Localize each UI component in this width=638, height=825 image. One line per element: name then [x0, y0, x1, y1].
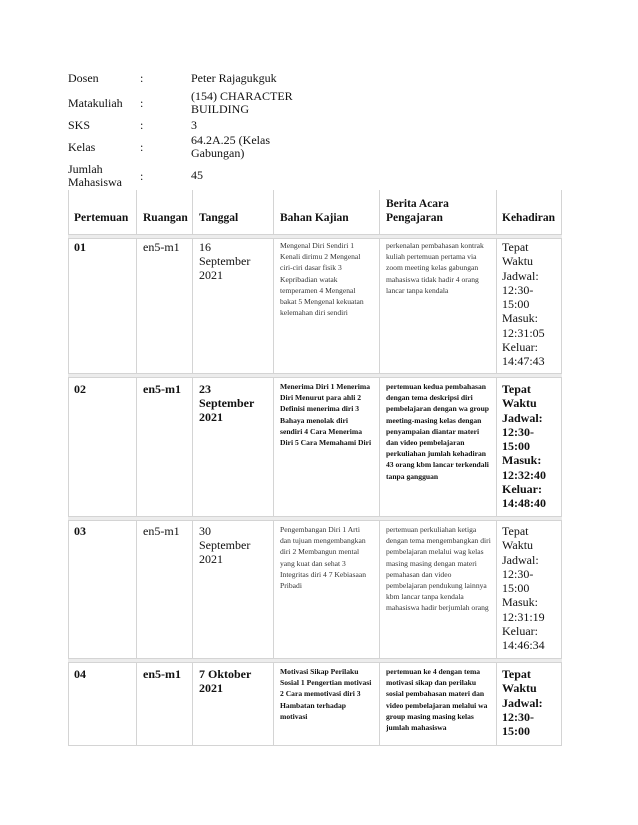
attendance-table [68, 190, 562, 746]
row3-bahan-kajian: Pengembangan Diri 1 Arti dan tujuan mengembangkan diri 2 Membangun mental yang kuat dan sehat 3 Integritas diri 4 7 Kebiasaan Pribadi [280, 525, 367, 591]
row1-bahan-kajian: Mengenal Diri Sendiri 1 Kenali dirimu 2 Mengenal ciri-ciri dasar fisik 3 Kepribadian watak temperamen 4 Mengenal bakat 5 Mengenal kekuatan kelemahan diri sendiri [280, 241, 364, 318]
sks-colon: : [140, 118, 144, 132]
row3-ruangan: en5-m1 [143, 524, 180, 538]
matakuliah-label: Matakuliah [68, 96, 123, 110]
kelas-value: 64.2A.25 (Kelas Gabungan) [191, 133, 270, 160]
row4-tanggal: 7 Oktober 2021 [199, 667, 252, 695]
row1-kehadiran: Tepat Waktu Jadwal: 12:30-15:00 Masuk: 12:31:05 Keluar: 14:47:43 [502, 240, 545, 369]
row4-ruangan: en5-m1 [143, 667, 181, 681]
dosen-label: Dosen [68, 71, 99, 85]
jumlah-colon: : [140, 169, 144, 183]
row1-pertemuan: 01 [74, 240, 86, 254]
row2-ruangan: en5-m1 [143, 382, 181, 396]
matakuliah-colon: : [140, 96, 144, 110]
header-tanggal: Tanggal [199, 212, 239, 224]
header-berita-acara: Berita Acara Pengajaran [386, 198, 449, 224]
header-bahan-kajian: Bahan Kajian [280, 212, 349, 224]
sks-label: SKS [68, 118, 91, 132]
kelas-label: Kelas [68, 140, 96, 154]
kelas-colon: : [140, 140, 144, 154]
row3-kehadiran: Tepat Waktu Jadwal: 12:30-15:00 Masuk: 12:31:19 Keluar: 14:46:34 [502, 524, 545, 653]
sks-value: 3 [191, 118, 197, 132]
row2-kehadiran: Tepat Waktu Jadwal: 12:30-15:00 Masuk: 12:32:40 Keluar: 14:48:40 [502, 382, 546, 511]
dosen-value: Peter Rajagukguk [191, 71, 277, 85]
row4-berita-acara: pertemuan ke 4 dengan tema motivasi sikap dan perilaku sosial pembahasan materi dan video pembelajaran melalui wa group masing masing kelas jumlah mahasiswa [386, 667, 488, 733]
header-ruangan: Ruangan [143, 212, 188, 224]
row1-ruangan: en5-m1 [143, 240, 180, 254]
row2-tanggal: 23 September 2021 [199, 382, 255, 424]
row2-bahan-kajian: Menerima Diri 1 Menerima Diri Menurut para ahli 2 Definisi menerima diri 3 Bahaya menolak diri sendiri 4 Cara Menerima Diri 5 Cara Memahami Diri [280, 382, 372, 448]
row3-pertemuan: 03 [74, 524, 86, 538]
header-pertemuan: Pertemuan [74, 212, 129, 224]
row1-berita-acara: perkenalan pembahasan kontrak kuliah pertemuan pertama via zoom meeting kelas gabungan mahasiswa tidak hadir 4 orang lancar tanpa kendala [386, 241, 484, 295]
row2-pertemuan: 02 [74, 382, 86, 396]
row3-tanggal: 30 September 2021 [199, 524, 251, 566]
jumlah-label: Jumlah Mahasiswa [68, 162, 122, 189]
header-kehadiran: Kehadiran [502, 212, 556, 224]
row3-berita-acara: pertemuan perkuliahan ketiga dengan tema mengembangkan diri pembelajaran melalui wag kelas masing masing dengan materi pemahasan dan video pembelajaran pendukung lainnya kbm lancar tanpa kendala mahasiswa hadir berjumlah orang [386, 525, 491, 613]
matakuliah-value: (154) CHARACTER BUILDING [191, 89, 293, 116]
row4-pertemuan: 04 [74, 667, 86, 681]
row4-kehadiran: Tepat Waktu Jadwal: 12:30-15:00 [502, 667, 543, 739]
row4-bahan-kajian: Motivasi Sikap Perilaku Sosial 1 Pengertian motivasi 2 Cara memotivasi diri 3 Hambatan terhadap motivasi [280, 667, 372, 721]
row1-tanggal: 16 September 2021 [199, 240, 251, 282]
dosen-colon: : [140, 71, 144, 85]
row2-berita-acara: pertemuan kedua pembahasan dengan tema deskripsi diri pembelajaran dengan wa group meeting-masing kelas dengan penyampaian diantar materi dan video pembelajaran perkuliahan jumlah kehadiran 43 orang kbm lancar terkendali tanpa gangguan [386, 382, 490, 481]
jumlah-value: 45 [191, 168, 203, 182]
